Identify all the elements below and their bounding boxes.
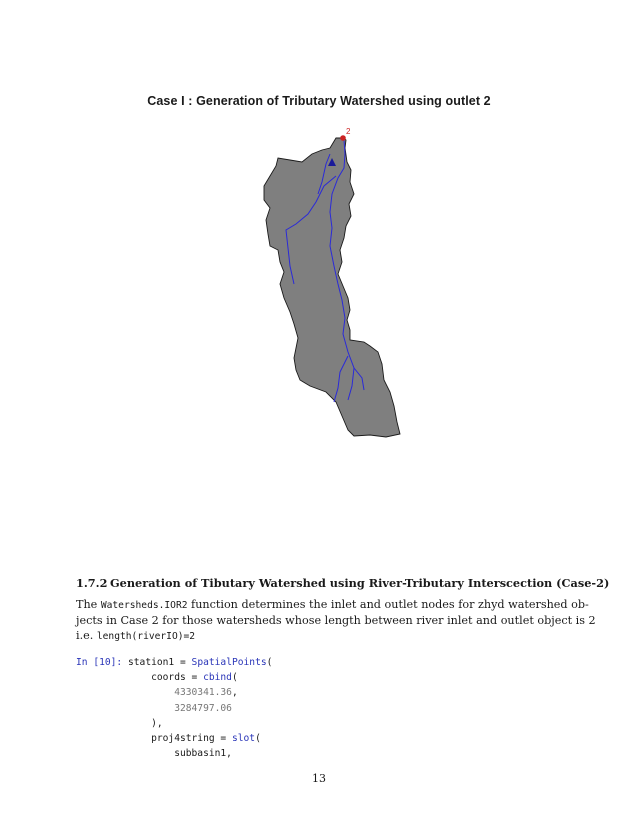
- inline-code-function: Watersheds.IOR2: [100, 600, 188, 611]
- code-prompt: In [10]:: [76, 657, 123, 668]
- figure-title: Case I : Generation of Tributary Watershed using outlet 2: [147, 94, 491, 108]
- inline-code-length: length(riverIO)=2: [96, 630, 196, 642]
- code-cell: In [10]: station1 = SpatialPoints( coords = cbind( 4330341.36, 3284797.06 ), proj4string = slot( subbasin1,: [76, 657, 273, 760]
- watershed-map: [250, 124, 420, 444]
- outlet-point: [340, 135, 346, 141]
- watershed-polygon: [264, 138, 400, 437]
- section-title: Generation of Tibutary Watershed using River-Tributary Interscection (Case-2): [110, 576, 610, 590]
- body-paragraph: The Watersheds.IOR2 function determines the inlet and outlet nodes for zhyd watershed ob- jects in Case 2 for those watersheds whose length between river inlet and outlet object is 2 i.e. length(riverIO)=2: [76, 598, 596, 642]
- page-number: 13: [312, 772, 326, 785]
- outlet-label: 2: [346, 127, 351, 136]
- section-number: 1.7.2: [76, 576, 108, 590]
- section-heading: [76, 576, 609, 590]
